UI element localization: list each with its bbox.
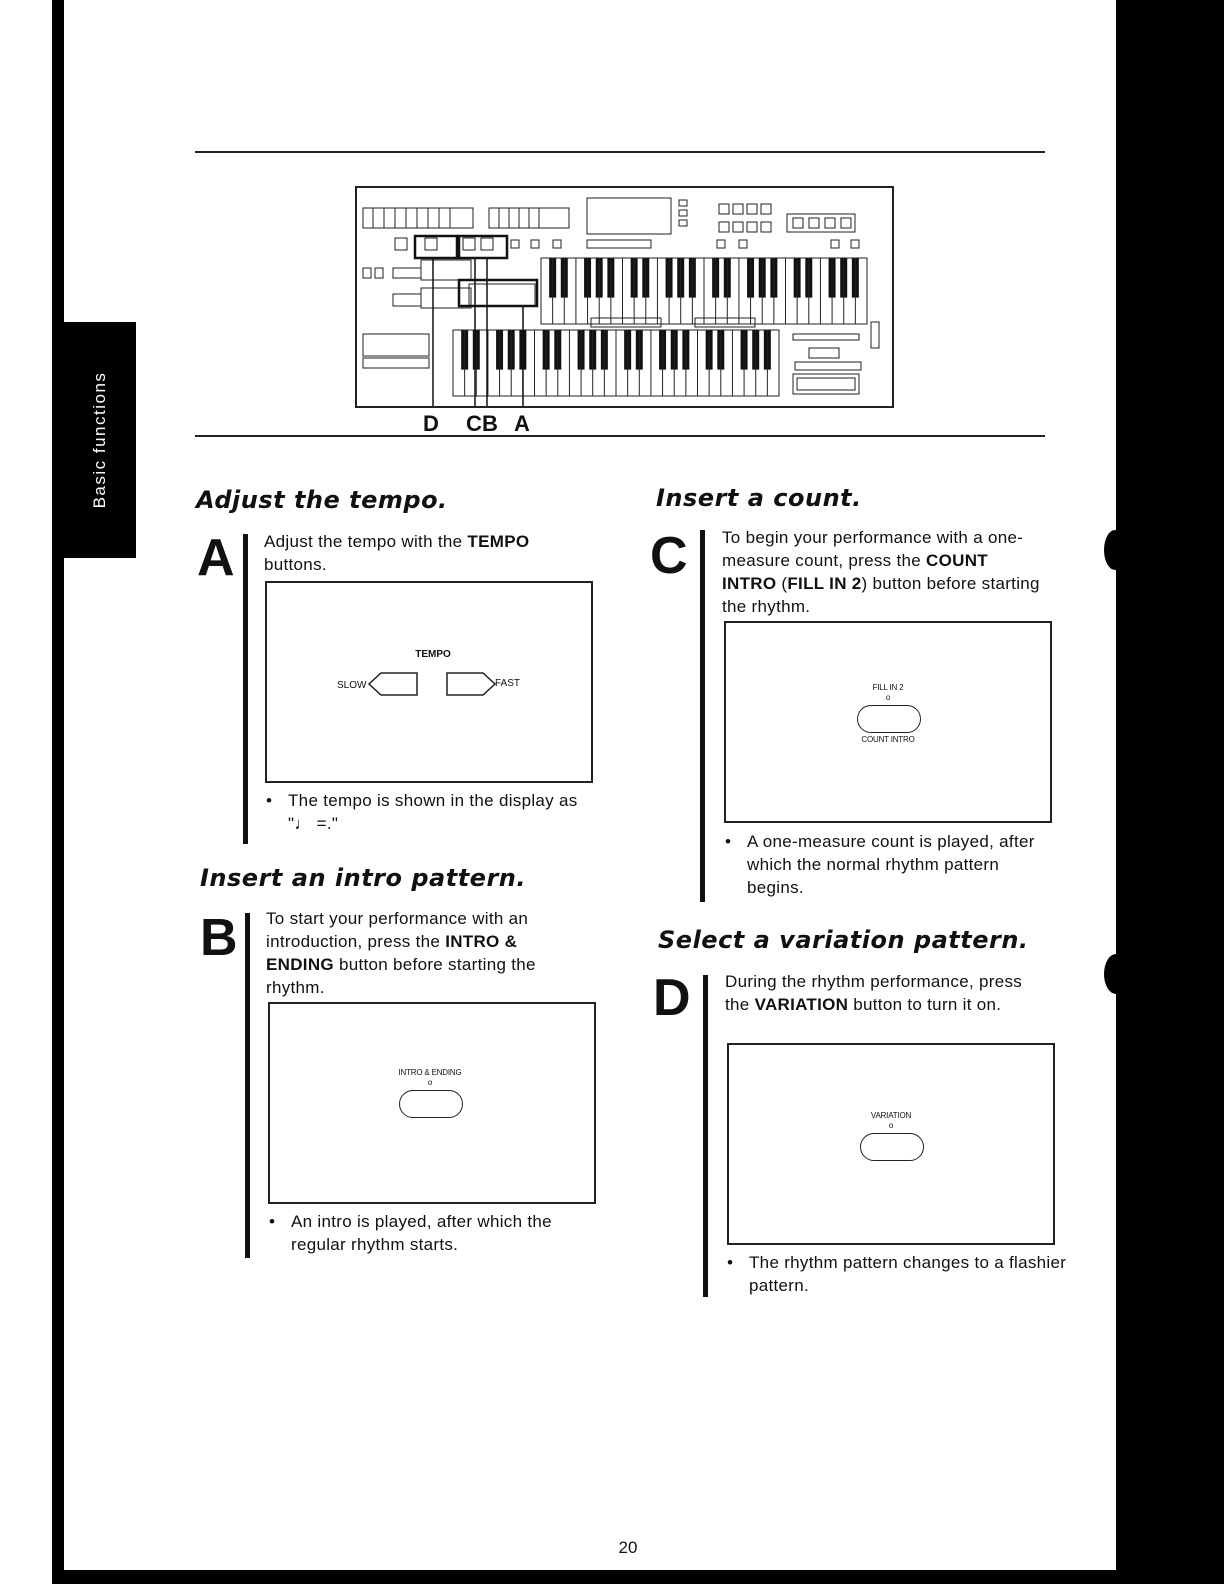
scan-blot-lower — [1104, 954, 1128, 994]
count-instruction-bold: COUNT INTRO — [722, 551, 988, 593]
side-tab — [64, 322, 136, 558]
tempo-slow-label: SLOW — [337, 680, 367, 691]
callout-c: C — [466, 411, 482, 436]
tempo-note-text: The tempo is shown in the display as "♩ =." — [288, 791, 578, 833]
heading-adjust-tempo: Adjust the tempo. — [196, 486, 448, 514]
keyboard-panel-diagram — [355, 186, 894, 408]
tempo-fast-label: FAST — [495, 678, 521, 689]
step-bar-d — [703, 975, 708, 1297]
variation-note-text: The rhythm pattern changes to a flashier pattern. — [749, 1253, 1067, 1295]
fill-in-2-label: FILL IN 2 — [872, 683, 904, 692]
variation-illustration-box — [727, 1043, 1055, 1245]
step-letter-c: C — [650, 527, 688, 585]
intro-note — [269, 1210, 591, 1256]
scan-border-bottom — [52, 1570, 1224, 1584]
count-intro-button[interactable] — [857, 705, 921, 733]
step-bar-b — [245, 913, 250, 1258]
side-tab-label: Basic functions — [90, 371, 109, 509]
variation-instruction-suffix: button to turn it on. — [848, 995, 1002, 1014]
step-letter-d: D — [653, 969, 691, 1027]
count-illustration-box — [724, 621, 1052, 823]
intro-instruction-suffix: button before starting the rhythm. — [266, 955, 536, 997]
intro-instruction-bold: INTRO & ENDING — [266, 932, 518, 974]
heading-insert-count: Insert a count. — [656, 484, 862, 512]
step-bar-a — [243, 534, 248, 844]
tempo-instruction-bold: TEMPO — [467, 532, 530, 551]
tempo-instruction-suffix: buttons. — [264, 555, 327, 574]
count-instruction-suffix: ) button before starting the rhythm. — [722, 574, 1040, 616]
scan-border-right — [1116, 0, 1224, 1584]
bullet-dot: • — [725, 832, 732, 851]
heading-select-variation: Select a variation pattern. — [658, 926, 1029, 954]
step-letter-a: A — [197, 529, 235, 587]
intro-lamp-icon: o — [427, 1078, 433, 1087]
bullet-dot: • — [727, 1253, 734, 1272]
variation-button[interactable] — [860, 1133, 924, 1161]
scan-blot-upper — [1104, 530, 1126, 570]
step-bar-c — [700, 530, 705, 902]
count-note — [725, 830, 1057, 899]
variation-instruction-bold: VARIATION — [754, 995, 849, 1014]
tempo-slow-button[interactable] — [367, 671, 421, 697]
count-instruction-mid: ( — [776, 574, 788, 593]
tempo-label: TEMPO — [415, 649, 451, 660]
bullet-dot: • — [269, 1212, 276, 1231]
count-note-text: A one-measure count is played, after which the normal rhythm pattern begins. — [747, 832, 1035, 897]
tempo-instruction — [264, 530, 584, 576]
variation-instruction-text: During the rhythm performance, press the — [725, 972, 1023, 1014]
scan-border-left — [52, 0, 64, 1584]
bullet-dot: • — [266, 791, 273, 810]
callout-b: B — [482, 411, 498, 436]
count-intro-label: COUNT INTRO — [861, 735, 915, 744]
count-instruction-bold2: FILL IN 2 — [787, 574, 862, 593]
step-letter-b: B — [200, 909, 238, 967]
intro-ending-label: INTRO & ENDING — [398, 1068, 462, 1077]
tempo-note — [266, 789, 588, 835]
heading-insert-intro: Insert an intro pattern. — [200, 864, 526, 892]
intro-note-text: An intro is played, after which the regular rhythm starts. — [291, 1212, 552, 1254]
panel-illustration — [357, 188, 892, 406]
intro-ending-button[interactable] — [399, 1090, 463, 1118]
intro-illustration-box — [268, 1002, 596, 1204]
variation-lamp-icon: o — [888, 1121, 894, 1130]
variation-label: VARIATION — [870, 1111, 912, 1120]
callout-d: D — [423, 411, 439, 436]
count-instruction-text: To begin your performance with a one-measure count, press the — [722, 528, 1024, 570]
variation-instruction — [725, 970, 1045, 1016]
diagram-bottom-rule — [195, 435, 1045, 437]
variation-note — [727, 1251, 1069, 1297]
tempo-illustration-box — [265, 581, 593, 783]
callout-a: A — [514, 411, 530, 436]
intro-instruction-text: To start your performance with an introduction, press the — [266, 909, 529, 951]
top-rule — [195, 151, 1045, 153]
count-instruction — [722, 526, 1042, 618]
intro-instruction — [266, 907, 581, 999]
page-number: 20 — [618, 1538, 638, 1557]
tempo-fast-button[interactable] — [445, 671, 499, 697]
count-lamp-icon: o — [885, 693, 891, 702]
tempo-instruction-text: Adjust the tempo with the — [264, 532, 468, 551]
